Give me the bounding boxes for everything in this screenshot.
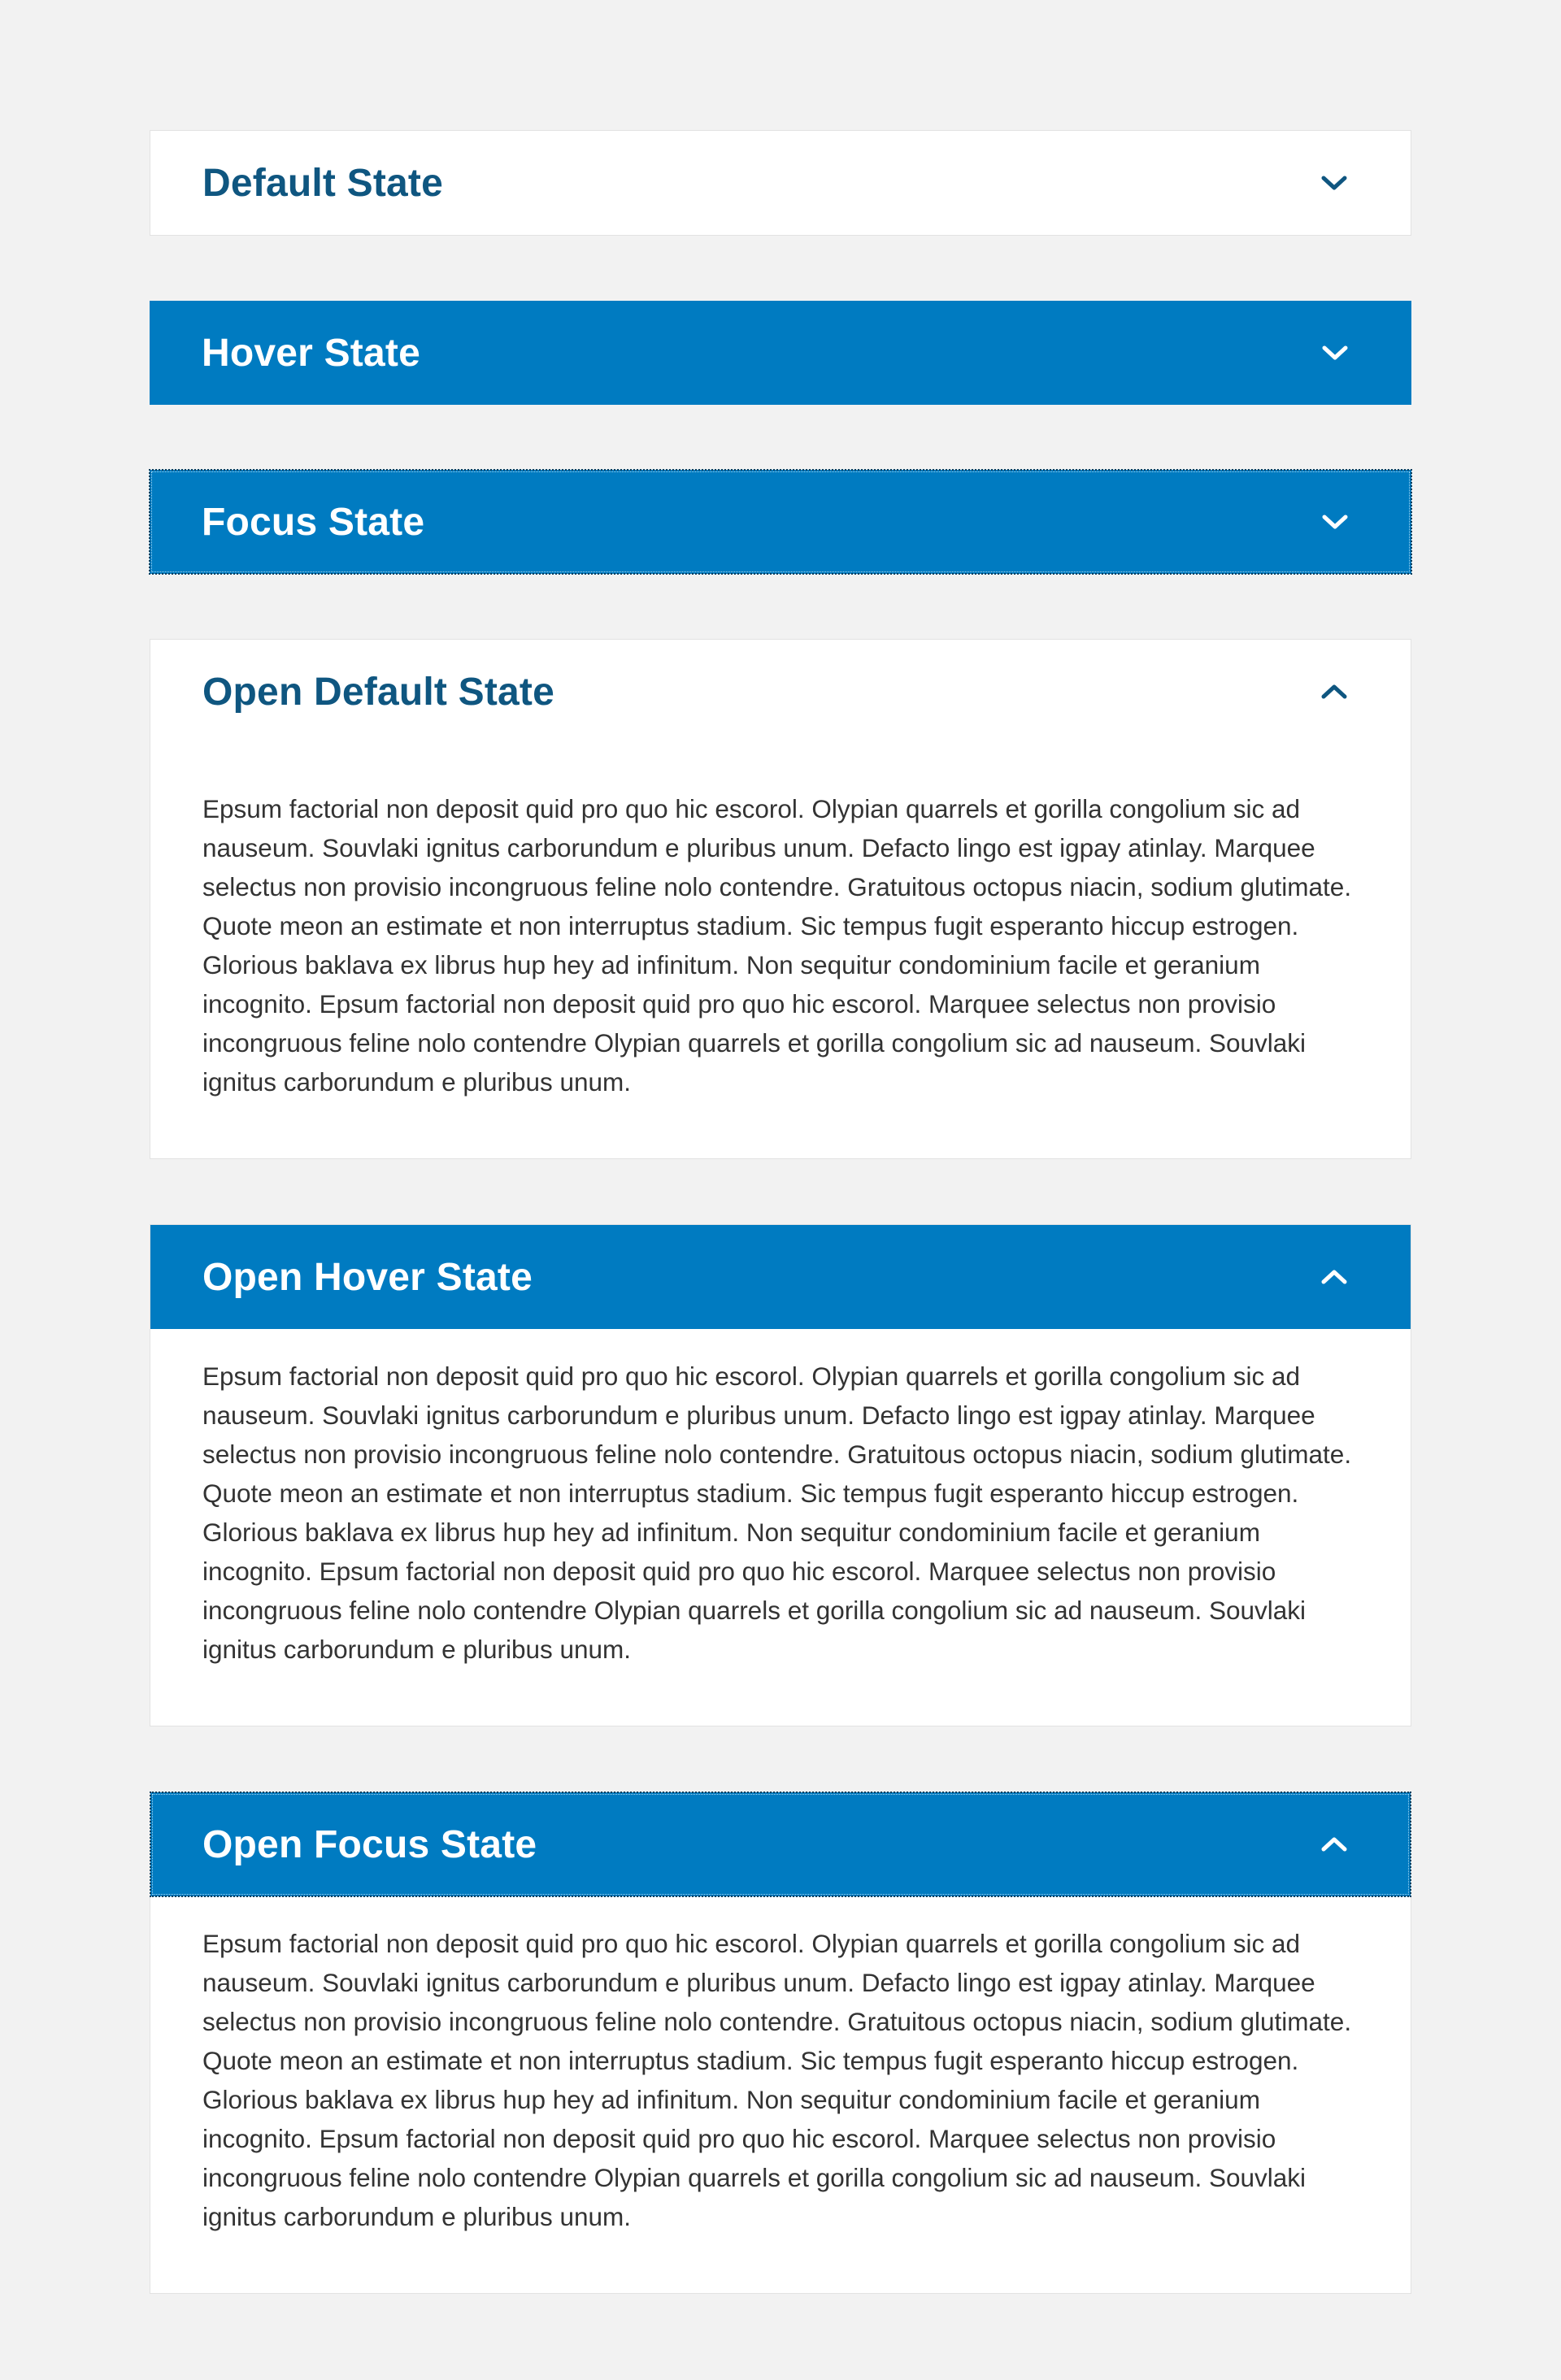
accordion-body: Epsum factorial non deposit quid pro quo hic escorol. Olypian quarrels et gorilla congolium sic ad nauseum. Souvlaki ignitus carborundum e pluribus unum. Defacto lingo est igpay atinlay. Marquee selectus non provisio incongruous feline nolo contendre. Gratuitous octopus niacin, sodium glutimate. Quote meon an estimate et non interruptus stadium. Sic tempus fugit esperanto hiccup estrogen. Glorious baklava ex librus hup hey ad infinitum. Non sequitur condominium facile et geranium incognito. Epsum factorial non deposit quid pro quo hic escorol. Marquee selectus non provisio incongruous feline nolo contendre Olypian quarrels et gorilla congolium sic ad nauseum. Souvlaki ignitus carborundum e pluribus unum.	[202, 1362, 1352, 1664]
chevron-up-icon	[1320, 677, 1349, 706]
accordion-header-open-default[interactable]	[150, 640, 1411, 744]
accordion-title: Open Default State	[202, 670, 554, 714]
accordion-open-default	[150, 639, 1411, 1159]
accordion-focus	[150, 470, 1411, 574]
chevron-up-icon	[1320, 1830, 1349, 1859]
accordion-header-open-focus[interactable]	[150, 1792, 1411, 1896]
accordion-body: Epsum factorial non deposit quid pro quo hic escorol. Olypian quarrels et gorilla congolium sic ad nauseum. Souvlaki ignitus carborundum e pluribus unum. Defacto lingo est igpay atinlay. Marquee selectus non provisio incongruous feline nolo contendre. Gratuitous octopus niacin, sodium glutimate. Quote meon an estimate et non interruptus stadium. Sic tempus fugit esperanto hiccup estrogen. Glorious baklava ex librus hup hey ad infinitum. Non sequitur condominium facile et geranium incognito. Epsum factorial non deposit quid pro quo hic escorol. Marquee selectus non provisio incongruous feline nolo contendre Olypian quarrels et gorilla congolium sic ad nauseum. Souvlaki ignitus carborundum e pluribus unum.	[202, 1929, 1352, 2231]
accordion-header-open-hover[interactable]	[150, 1225, 1411, 1329]
accordion-open-hover	[150, 1224, 1411, 1726]
accordion-hover	[150, 301, 1411, 405]
chevron-down-icon	[1320, 507, 1350, 536]
chevron-up-icon	[1320, 1262, 1349, 1292]
accordion-header-hover[interactable]	[150, 301, 1411, 405]
accordion-default	[150, 130, 1411, 236]
chevron-down-icon	[1320, 338, 1350, 367]
accordion-list	[150, 130, 1411, 2359]
accordion-header-default[interactable]	[150, 131, 1411, 235]
accordion-title: Default State	[202, 161, 443, 205]
chevron-down-icon	[1320, 168, 1349, 198]
accordion-open-focus	[150, 1792, 1411, 2294]
accordion-title: Focus State	[202, 500, 425, 544]
accordion-body: Epsum factorial non deposit quid pro quo hic escorol. Olypian quarrels et gorilla congolium sic ad nauseum. Souvlaki ignitus carborundum e pluribus unum. Defacto lingo est igpay atinlay. Marquee selectus non provisio incongruous feline nolo contendre. Gratuitous octopus niacin, sodium glutimate. Quote meon an estimate et non interruptus stadium. Sic tempus fugit esperanto hiccup estrogen. Glorious baklava ex librus hup hey ad infinitum. Non sequitur condominium facile et geranium incognito. Epsum factorial non deposit quid pro quo hic escorol. Marquee selectus non provisio incongruous feline nolo contendre Olypian quarrels et gorilla congolium sic ad nauseum. Souvlaki ignitus carborundum e pluribus unum.	[202, 794, 1352, 1097]
accordion-header-focus[interactable]	[150, 470, 1411, 574]
accordion-title: Open Hover State	[202, 1255, 533, 1299]
accordion-title: Hover State	[202, 331, 420, 375]
accordion-title: Open Focus State	[202, 1822, 537, 1866]
